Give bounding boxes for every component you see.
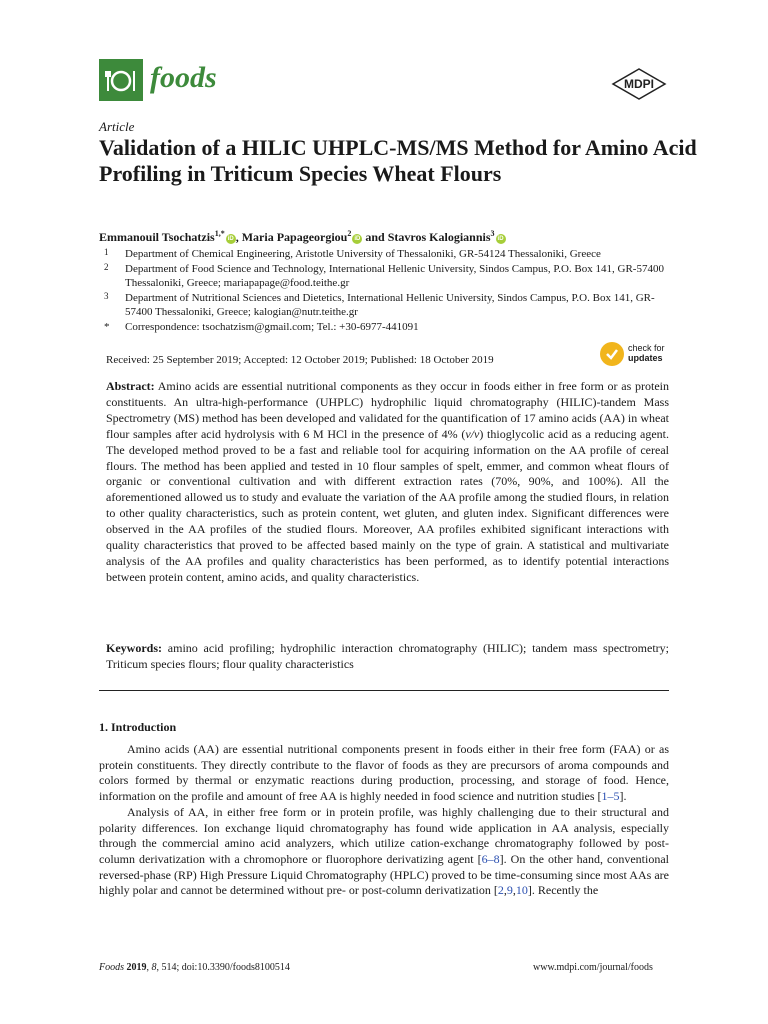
footer-doi: , 514; doi:10.3390/foods8100514 xyxy=(156,962,290,973)
introduction-body xyxy=(99,742,669,899)
check-updates-line1: check for xyxy=(628,343,665,353)
affiliation-text: Department of Chemical Engineering, Aristotle University of Thessaloniki, GR-54124 Thessaloniki, Greece xyxy=(125,248,601,260)
correspondence-text: Correspondence: tsochatzism@gmail.com; Tel.: +30-6977-441091 xyxy=(125,320,419,333)
check-for-updates-badge[interactable] xyxy=(600,342,672,368)
check-updates-icon xyxy=(600,342,624,366)
author-separator: and xyxy=(362,230,388,244)
affiliation-text: Department of Nutritional Sciences and Dietetics, International Hellenic University, Sindos Campus, P.O. Box 141, GR-57400 Thessaloniki, Greece; kalogian@nutr.teithe.gr xyxy=(125,291,655,318)
author-separator: , xyxy=(235,230,242,244)
author-name: Emmanouil Tsochatzis xyxy=(99,230,215,244)
publication-dates: Received: 25 September 2019; Accepted: 12 October 2019; Published: 18 October 2019 xyxy=(106,354,494,366)
affiliation-text: Department of Food Science and Technology, International Hellenic University, Sindos Campus, P.O. Box 141, GR-57400 Thessaloniki, Greece; mariapapage@food.teithe.gr xyxy=(125,262,664,289)
paragraph xyxy=(99,742,669,805)
affiliation xyxy=(99,247,679,262)
journal-name: foods xyxy=(150,61,217,94)
footer-url[interactable]: www.mdpi.com/journal/foods xyxy=(533,962,653,973)
keywords xyxy=(106,641,669,673)
affiliation xyxy=(99,291,679,320)
paragraph-text: ]. On the other hand, conventional reversed-phase (RP) High Pressure Liquid Chromatography (HPLC) proved to be time-consuming since most AAs are highly polar and cannot be determined without pre- or post-column derivatization [ xyxy=(99,851,669,898)
footer-citation: Foods 2019, 8, 514; doi:10.3390/foods8100514 xyxy=(99,962,290,973)
author-affiliation-mark: 3 xyxy=(490,229,495,238)
keywords-label: Keywords: xyxy=(106,641,162,655)
correspondence-mark: * xyxy=(104,320,110,333)
author-affiliation-mark: 2 xyxy=(347,229,352,238)
abstract-text: ) thioglycolic acid as a reducing agent. The developed method proved to be a fast and reliable tool for acquiring information on the AA profile of cereal flours. The method has been applied and tested in 10 flour samples of spelt, emmer, and common wheat flours of organic or conventional cultivation and with different extraction rates (70%, 90%, and 100%). All the aforementioned allowed us to study and evaluate the variation of the AA profile among the studied flours, in relation to other quality characteristics, such as protein content, wet gluten, and gluten index. Significant differences were observed in the AA profiles of the studied flours. Moreover, AA profiles exhibited significant interactions with quality characteristics that proved to be affected based mainly on the type of grain. A statistical and multivariate analysis of the AA profiles and quality characteristics has been performed, as to identify potential interactions between protein content, amino acids, and quality characteristics. xyxy=(106,426,669,584)
paragraph-text: ]. Recently the xyxy=(527,883,599,898)
orcid-icon[interactable]: iD xyxy=(354,236,361,242)
affiliation xyxy=(99,262,679,291)
citation-link[interactable]: 6–8 xyxy=(481,851,500,866)
author-name: Stavros Kalogiannis xyxy=(387,230,491,244)
article-type: Article xyxy=(99,119,135,134)
paragraph-text: , xyxy=(512,883,516,898)
correspondence xyxy=(99,320,679,335)
abstract-italic: v/v xyxy=(465,426,480,441)
footer-volume: 8 xyxy=(151,962,157,973)
paragraph-text: , xyxy=(503,883,507,898)
affiliation-mark: 1 xyxy=(104,247,109,257)
paragraph xyxy=(99,805,669,899)
footer-journal: Foods xyxy=(99,962,124,973)
abstract-text: Amino acids are essential nutritional components as they occur in foods either in free form or as protein constituents. An ultra-high-performance (UHPLC) hydrophilic liquid chromatography (HILIC)-tandem Mass Spectrometry (MS) method has been developed and validated for the quantification of 17 amino acids (AA) in wheat flour samples after acid hydrolysis with 6 M HCl in the presence of 4% ( xyxy=(106,379,669,441)
citation-link[interactable]: 10 xyxy=(515,883,528,898)
publisher-logo xyxy=(610,68,668,100)
check-updates-line2: updates xyxy=(628,353,663,363)
orcid-icon[interactable]: iD xyxy=(497,236,504,242)
paragraph-text: ]. xyxy=(619,789,627,804)
keywords-text: amino acid profiling; hydrophilic interaction chromatography (HILIC); tandem mass spectrometry; Triticum species flours; flour quality characteristics xyxy=(106,641,669,671)
citation-link[interactable]: 1–5 xyxy=(601,789,620,804)
footer-year: 2019 xyxy=(126,962,147,973)
paragraph-text: Amino acids (AA) are essential nutritional components present in foods either in their free form (FAA) or as protein constituents. They directly contribute to the flavor of foods as they are precursors of aroma compounds and colors formed by thermal or enzymatic reactions during production, processing, and storage of food. Hence, information on the profile and amount of free AA is highly needed in food science and nutrition studies [ xyxy=(99,742,669,804)
section-divider xyxy=(99,690,669,691)
abstract-label: Abstract: xyxy=(106,379,155,393)
abstract xyxy=(106,379,669,586)
affiliation-list xyxy=(99,247,679,334)
journal-logo xyxy=(99,59,143,101)
affiliation-mark: 2 xyxy=(104,261,109,272)
citation-link[interactable]: 9 xyxy=(506,883,513,898)
citation-link[interactable]: 2 xyxy=(497,883,504,898)
author-name: Maria Papageorgiou xyxy=(241,230,348,244)
affiliation-mark: 3 xyxy=(104,290,109,301)
section-heading: 1. Introduction xyxy=(99,720,177,734)
author-list xyxy=(99,225,506,246)
paragraph-text: Analysis of AA, in either free form or in protein profile, was highly challenging due to their structural and polarity differences. Ion exchange liquid chromatography has found wide application in AA analysis, especially through the commercial amino acid analyzers, which utilize cation-exchange chromatography followed by post-column derivatization with a chromophore or fluorophore derivatizing agent [ xyxy=(99,804,669,866)
article-title: Validation of a HILIC UHPLC-MS/MS Method for Amino Acid Profiling in Triticum Species Wheat Flours xyxy=(99,135,697,186)
author-affiliation-mark: 1,* xyxy=(214,229,225,238)
orcid-icon[interactable]: iD xyxy=(227,236,234,242)
publisher-name: MDPI xyxy=(624,77,654,91)
